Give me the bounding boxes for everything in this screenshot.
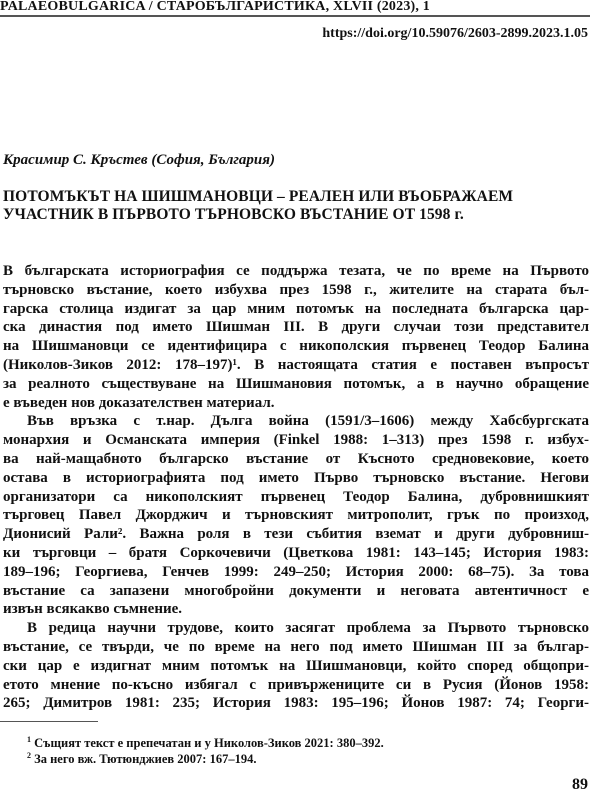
body-line: на Шишмановци се идентифицира с никополския първенец Теодор Балина: [3, 338, 589, 355]
body-line: 265; Димитров 1981: 235; История 1983: 195–196; Йонов 1987: 74; Георги-: [3, 695, 589, 712]
footnote-1: [27, 735, 384, 751]
body-line: Дионисий Рали². Важна роля в тези събития вземат и други дубровниш-: [3, 526, 589, 543]
footnotes: [27, 735, 384, 767]
body-line: търговец Павел Джорджич и търновският митрополит, грък по произход,: [3, 507, 589, 524]
footnote-2: [27, 751, 384, 767]
running-head: PALAEOBULGARICA / СТАРОБЪЛГАРИСТИКА, XLVII (2023), 1: [0, 0, 430, 14]
body-line: организатори са никополският първенец Теодор Балина, дубровнишкият: [3, 488, 589, 505]
header-rule: [0, 15, 590, 17]
footnote-text: За него вж. Тютюнджиев 2007: 167–194.: [34, 752, 257, 766]
title-line: ПОТОМЪКЪТ НА ШИШМАНОВЦИ – РЕАЛЕН ИЛИ ВЪОБРАЖАЕМ: [3, 188, 514, 205]
body-line: монархия и Османската империя (Finkel 1988: 1–313) през 1598 г. избух-: [3, 432, 589, 449]
footnote-mark: 2: [27, 750, 31, 760]
article-body: [3, 262, 589, 713]
doi-link[interactable]: https://doi.org/10.59076/2603-2899.2023.1.05: [322, 26, 588, 41]
body-line: ска династия под името Шишман III. В други случаи този представител: [3, 319, 589, 336]
body-line: ва най-мащабното българско въстание от Късното средновековие, което: [3, 450, 589, 467]
body-line: Във връзка с т.нар. Дълга война (1591/3–1606) между Хабсбургската: [27, 413, 589, 430]
body-line: В българската историография се поддържа тезата, че по време на Първото: [3, 263, 589, 279]
body-line: търновско въстание, което избухва през 1598 г., жителите на старата бъл-: [3, 281, 589, 298]
body-line: остава в историографията под името Първо търновско въстание. Негови: [3, 469, 589, 486]
footnote-text: Същият текст е препечатан и у Николов-Зиков 2021: 380–392.: [34, 736, 384, 750]
body-line: В редица научни трудове, които засягат проблема за Първото търновско: [27, 620, 589, 637]
body-line: гарска столица издигат за цар мним потомък на последната българска цар-: [3, 300, 589, 317]
body-line: въстание са запазени многобройни документи и неговата автентичност е: [3, 582, 589, 599]
article-author: Красимир С. Кръстев (София, България): [3, 152, 275, 168]
body-line: за реалното съществуване на Шишмановия потомък, а в научно обращение: [3, 375, 589, 392]
footnote-separator: [0, 721, 98, 722]
body-line: ки търговци – братя Соркочевичи (Цветкова 1981: 143–145; История 1983:: [3, 544, 589, 561]
body-line: 189–196; Георгиева, Генчев 1999: 249–250; История 2000: 68–75). За това: [3, 563, 589, 580]
article-title: [3, 188, 593, 224]
body-line: етото мнение по-късно избягал с привържениците си в Русия (Йонов 1958:: [3, 676, 589, 693]
body-line: (Николов-Зиков 2012: 178–197)¹. В настоящата статия е поставен въпросът: [3, 356, 589, 373]
body-line: извън всякакво съмнение.: [3, 601, 183, 618]
title-line: УЧАСТНИК В ПЪРВОТО ТЪРНОВСКО ВЪСТАНИЕ ОТ 1598 г.: [3, 206, 464, 223]
footnote-mark: 1: [27, 734, 31, 744]
body-line: въстание, се твърди, че по време на него под името Шишман III за българ-: [3, 638, 589, 655]
body-line: е въведен нов доказателствен материал.: [3, 394, 275, 411]
body-line: ски цар е издигнат мним потомък на Шишмановци, който според общопри-: [3, 657, 589, 674]
page-number: 89: [572, 776, 588, 793]
